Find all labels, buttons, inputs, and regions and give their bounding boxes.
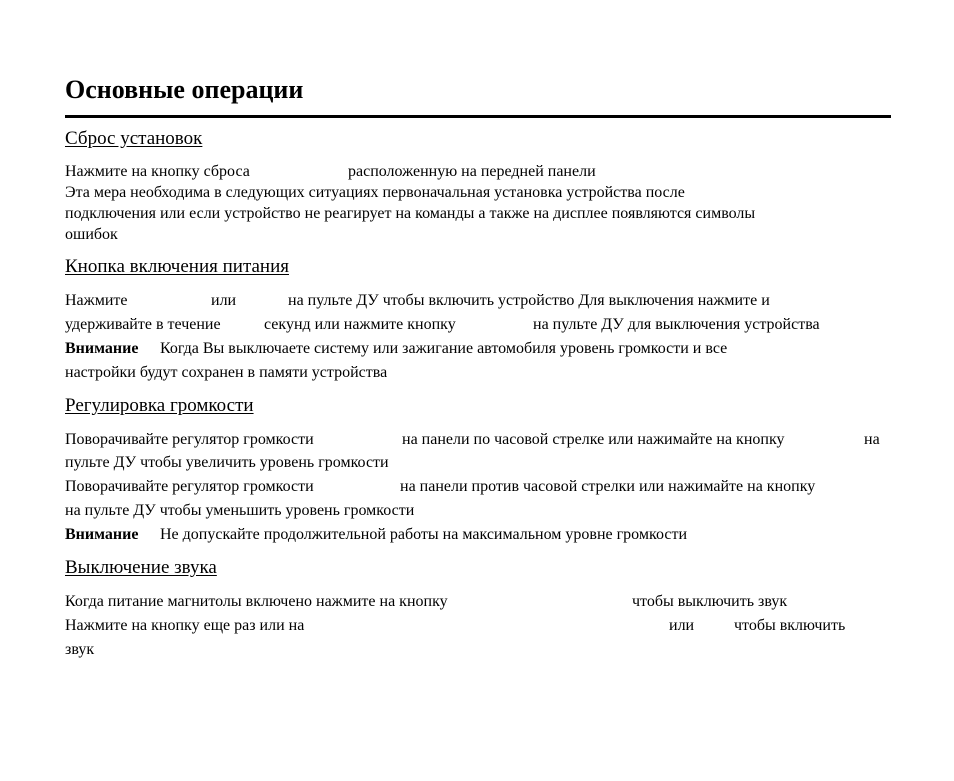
section-mute-heading: Выключение звука [65, 557, 217, 578]
power-text: или [211, 292, 237, 309]
page-title: Основные операции [65, 75, 304, 104]
mute-text: Когда питание магнитолы включено нажмите на кнопку [65, 593, 448, 610]
reset-text: ошибок [65, 226, 118, 243]
title-rule [65, 115, 891, 118]
reset-text: подключения или если устройство не реагирует на команды а также на дисплее появляются символы [65, 205, 756, 222]
section-reset-heading: Сброс установок [65, 128, 203, 149]
volume-text: на панели по часовой стрелке или нажимайте на кнопку [402, 431, 785, 448]
section-power-heading: Кнопка включения питания [65, 256, 289, 277]
power-warning-label: Внимание [65, 340, 139, 357]
volume-text: на пульте ДУ чтобы уменьшить уровень громкости [65, 502, 415, 519]
volume-text: Поворачивайте регулятор громкости [65, 478, 314, 495]
mute-text: чтобы включить [734, 617, 846, 634]
volume-text: на панели против часовой стрелки или нажимайте на кнопку [400, 478, 816, 495]
volume-warning-label: Внимание [65, 526, 139, 543]
volume-text: на [864, 431, 880, 448]
power-text: на пульте ДУ для выключения устройства [533, 316, 820, 333]
mute-text: звук [65, 641, 95, 658]
mute-text: Нажмите на кнопку еще раз или на [65, 617, 305, 634]
power-text: на пульте ДУ чтобы включить устройство Для выключения нажмите и [288, 292, 770, 309]
mute-text: или [669, 617, 695, 634]
reset-text: расположенную на передней панели [348, 163, 596, 180]
volume-text: Поворачивайте регулятор громкости [65, 431, 314, 448]
power-warning-text: Когда Вы выключаете систему или зажигание автомобиля уровень громкости и все [160, 340, 728, 357]
power-text: Нажмите [65, 292, 128, 309]
reset-text: Эта мера необходима в следующих ситуациях первоначальная установка устройства после [65, 184, 685, 201]
power-text: секунд или нажмите кнопку [264, 316, 456, 333]
power-text: настройки будут сохранен в памяти устройства [65, 364, 388, 381]
power-text: удерживайте в течение [65, 316, 221, 333]
mute-text: чтобы выключить звук [632, 593, 788, 610]
volume-text: пульте ДУ чтобы увеличить уровень громкости [65, 454, 389, 471]
reset-text: Нажмите на кнопку сброса [65, 163, 250, 180]
section-volume-heading: Регулировка громкости [65, 395, 254, 416]
volume-warning-text: Не допускайте продолжительной работы на максимальном уровне громкости [160, 526, 688, 543]
